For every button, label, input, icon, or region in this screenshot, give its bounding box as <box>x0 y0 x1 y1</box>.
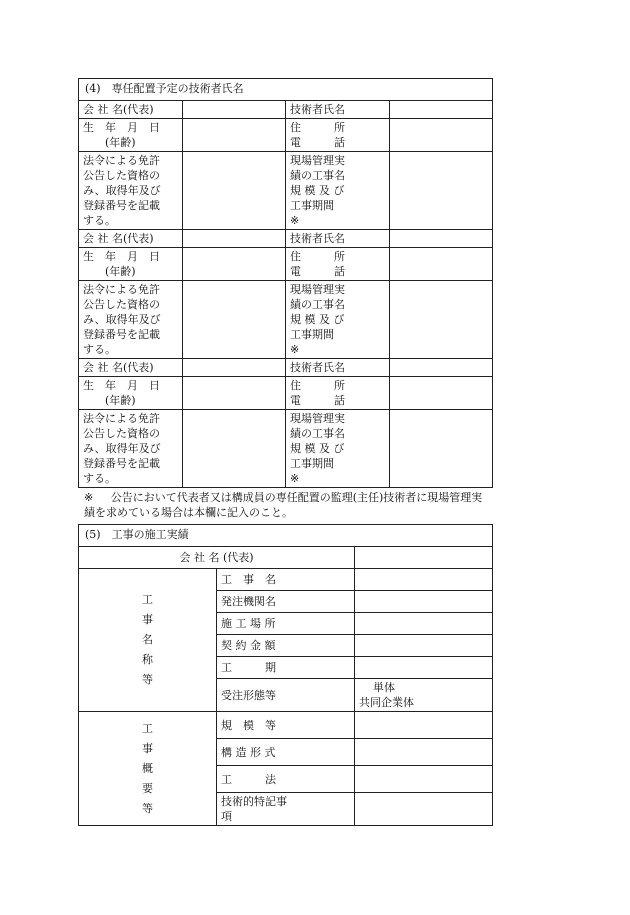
block1-row-birth <box>79 119 493 152</box>
group1-row-value[interactable] <box>355 591 493 613</box>
company-value[interactable] <box>182 101 286 119</box>
license-value[interactable] <box>182 410 286 488</box>
group1-row-label: 発注機関名 <box>217 591 355 613</box>
record-value[interactable] <box>389 152 493 230</box>
record-value[interactable] <box>389 410 493 488</box>
block1-row-license <box>79 152 493 230</box>
record-label: 現場管理実 績の工事名 規 模 及 び 工事期間 ※ <box>286 281 390 359</box>
contract-form-cell <box>355 679 493 712</box>
group1-row-value[interactable] <box>355 569 493 591</box>
license-value[interactable] <box>182 152 286 230</box>
block2-row-birth <box>79 248 493 281</box>
tech-name-value[interactable] <box>389 230 493 248</box>
section5-table <box>78 524 493 826</box>
record-value[interactable] <box>389 281 493 359</box>
birth-value[interactable] <box>182 248 286 281</box>
tech-name-label: 技術者氏名 <box>286 230 390 248</box>
block1-row-company <box>79 101 493 119</box>
tech-name-label: 技術者氏名 <box>286 359 390 377</box>
birth-label: 生 年 月 日 (年齢) <box>79 248 183 281</box>
address-value[interactable] <box>389 377 493 410</box>
group1-row-value[interactable] <box>355 613 493 635</box>
group2-label: 工 事 概 要 等 <box>79 712 217 826</box>
company-value[interactable] <box>182 359 286 377</box>
license-value[interactable] <box>182 281 286 359</box>
company-label: 会 社 名(代表) <box>79 101 183 119</box>
note-mark: ※ <box>84 491 94 504</box>
group2-row-label: 構 造 形 式 <box>217 739 355 766</box>
group1-row-label: 工 期 <box>217 657 355 679</box>
section4-note <box>78 490 493 520</box>
section5-title-row <box>79 525 493 547</box>
address-value[interactable] <box>389 119 493 152</box>
block3-row-license <box>79 410 493 488</box>
company-label: 会 社 名(代表) <box>79 230 183 248</box>
group1-row-label: 工 事 名 <box>217 569 355 591</box>
address-label: 住 所 電 話 <box>286 248 390 281</box>
company-value[interactable] <box>182 230 286 248</box>
address-label: 住 所 電 話 <box>286 119 390 152</box>
group2-row-0 <box>79 712 493 739</box>
record-label: 現場管理実 績の工事名 規 模 及 び 工事期間 ※ <box>286 152 390 230</box>
license-label: 法令による免許 公告した資格の み、取得年及び 登録番号を記載 する。 <box>79 281 183 359</box>
group2-row-label: 技術的特記事 項 <box>217 793 355 826</box>
address-value[interactable] <box>389 248 493 281</box>
note-text: 公告において代表者又は構成員の専任配置の監理(主任)技術者に現場管理実績を求めている場合は本欄に記入のこと。 <box>84 491 483 519</box>
address-label: 住 所 電 話 <box>286 377 390 410</box>
group1-row-value[interactable] <box>355 657 493 679</box>
tech-name-value[interactable] <box>389 101 493 119</box>
license-label: 法令による免許 公告した資格の み、取得年及び 登録番号を記載 する。 <box>79 410 183 488</box>
group1-row-label: 施 工 場 所 <box>217 613 355 635</box>
block3-row-birth <box>79 377 493 410</box>
group2-row-label: 工 法 <box>217 766 355 793</box>
contract-option-jv[interactable]: 共同企業体 <box>359 696 414 709</box>
group2-row-value[interactable] <box>355 712 493 739</box>
section5-company-row <box>79 547 493 569</box>
group2-row-label: 規 模 等 <box>217 712 355 739</box>
section5-company-label: 会 社 名 (代表) <box>79 547 355 569</box>
section4-title-row <box>79 79 493 101</box>
block2-row-license <box>79 281 493 359</box>
company-label: 会 社 名(代表) <box>79 359 183 377</box>
group1-row-label: 受注形態等 <box>217 679 355 712</box>
section4-title: (4) 専任配置予定の技術者氏名 <box>79 79 493 101</box>
block2-row-company <box>79 230 493 248</box>
block3-row-company <box>79 359 493 377</box>
group1-label: 工 事 名 称 等 <box>79 569 217 712</box>
section5-title: (5) 工事の施工実績 <box>79 525 493 547</box>
birth-value[interactable] <box>182 377 286 410</box>
group1-row-value[interactable] <box>355 635 493 657</box>
license-label: 法令による免許 公告した資格の み、取得年及び 登録番号を記載 する。 <box>79 152 183 230</box>
section5-company-value[interactable] <box>355 547 493 569</box>
birth-label: 生 年 月 日 (年齢) <box>79 377 183 410</box>
tech-name-value[interactable] <box>389 359 493 377</box>
group2-row-value[interactable] <box>355 739 493 766</box>
record-label: 現場管理実 績の工事名 規 模 及 び 工事期間 ※ <box>286 410 390 488</box>
contract-option-single[interactable]: 単体 <box>373 681 395 694</box>
birth-value[interactable] <box>182 119 286 152</box>
group2-row-value[interactable] <box>355 766 493 793</box>
group1-row-label: 契 約 金 額 <box>217 635 355 657</box>
group1-row-0 <box>79 569 493 591</box>
tech-name-label: 技術者氏名 <box>286 101 390 119</box>
birth-label: 生 年 月 日 (年齢) <box>79 119 183 152</box>
document-sheet <box>78 78 493 826</box>
section4-table <box>78 78 493 488</box>
group2-row-value[interactable] <box>355 793 493 826</box>
